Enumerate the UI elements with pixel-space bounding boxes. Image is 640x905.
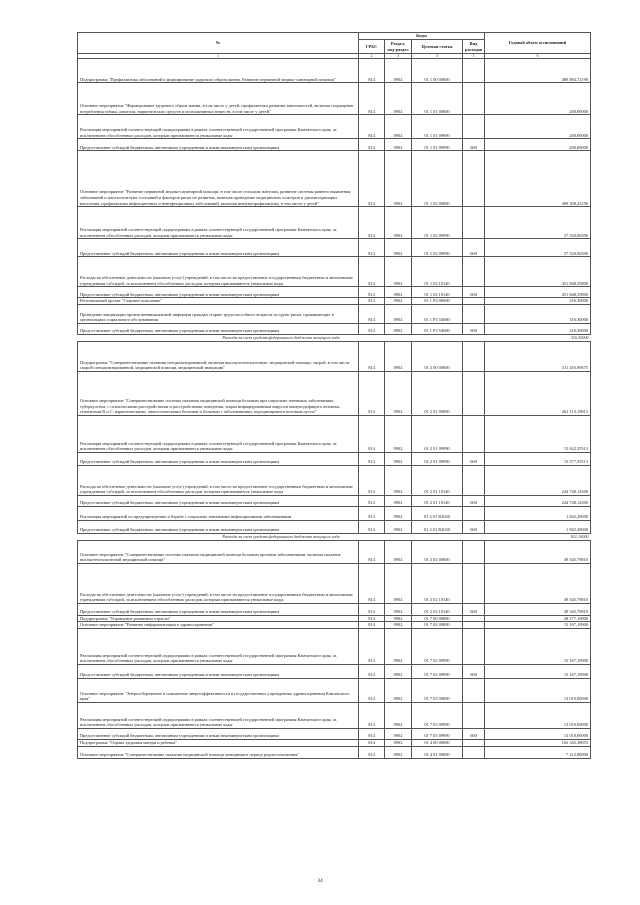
row-grbs: 814	[359, 341, 385, 371]
row-grbs: 814	[359, 452, 385, 465]
row-description: Предоставление субсидий бюджетным, автономным учреждениям и иным некоммерческим организациям	[78, 139, 359, 151]
funding-note-amount: 316,30000	[485, 334, 591, 341]
table-row	[78, 371, 591, 415]
row-description: Основное мероприятие "Совершенствование оказания медицинской помощи женщинам в период родовспоможения"	[78, 746, 359, 758]
table-row	[78, 495, 591, 506]
row-target-article: 01 7 03 09990	[412, 702, 463, 728]
row-grbs: 814	[359, 323, 385, 334]
row-razdel: 0902	[385, 298, 412, 305]
row-grbs: 814	[359, 115, 385, 139]
row-target-article: 01 1 00 00000	[412, 59, 463, 83]
row-description: Основное мероприятие "Совершенствование системы оказания медицинской помощи больным прочими заболеваниями, включая оказание высокотехнологичной медицинской помощи"	[78, 540, 359, 563]
row-target-article: 01 1 P3 54680	[412, 323, 463, 334]
row-description: Предоставление субсидий бюджетным, автономным учреждениям и иным некоммерческим организациям	[78, 664, 359, 678]
page-number: 34	[317, 878, 323, 884]
table-row	[78, 239, 591, 257]
row-description: Предоставление субсидий бюджетным, автономным учреждениям и иным некоммерческим организациям	[78, 728, 359, 739]
row-amount: 28 177,10900	[485, 615, 591, 622]
row-amount: 49 345,79810	[485, 540, 591, 563]
row-amount: 49 345,79810	[485, 603, 591, 615]
table-row	[78, 702, 591, 728]
row-grbs: 814	[359, 746, 385, 758]
row-expense-type	[463, 83, 485, 115]
table-row	[78, 664, 591, 678]
row-expense-type	[463, 298, 485, 305]
row-grbs: 814	[359, 239, 385, 257]
row-expense-type	[463, 207, 485, 239]
row-expense-type	[463, 628, 485, 664]
row-razdel: 0902	[385, 615, 412, 622]
row-grbs: 814	[359, 151, 385, 207]
row-expense-type	[463, 465, 485, 495]
row-description: Региональный проект "Старшее поколение"	[78, 298, 359, 305]
table-row	[78, 59, 591, 83]
row-description: Реализация мероприятий соответствующей подпрограммы в рамках соответствующей государственной программы Камчатского края, за исключением обособленных расходов, которым присваиваются уникальные коды	[78, 415, 359, 452]
row-grbs: 814	[359, 615, 385, 622]
row-amount: 1 842,20000	[485, 506, 591, 520]
row-razdel: 0902	[385, 506, 412, 520]
row-razdel: 0902	[385, 257, 412, 287]
row-grbs: 814	[359, 207, 385, 239]
row-target-article: 01 2 01 10140	[412, 465, 463, 495]
table-row	[78, 415, 591, 452]
row-target-article: 01 7 03 00000	[412, 678, 463, 702]
header-codes: Коды	[359, 33, 485, 40]
row-target-article: 01 2 01 R2020	[412, 520, 463, 533]
row-target-article: 01 1 02 10140	[412, 287, 463, 298]
row-description: Основное мероприятие "Развитие информатизации в здравоохранении"	[78, 622, 359, 629]
funding-note: Расходы за счет средств федерального бюджета текущего года	[78, 334, 485, 341]
row-expense-type: 600	[463, 323, 485, 334]
row-expense-type	[463, 622, 485, 629]
row-amount: 244 748,14300	[485, 465, 591, 495]
row-grbs: 814	[359, 520, 385, 533]
row-razdel: 0902	[385, 563, 412, 603]
table-row	[78, 603, 591, 615]
row-target-article: 01 7 02 09990	[412, 664, 463, 678]
table-row	[78, 739, 591, 746]
table-row	[78, 563, 591, 603]
row-razdel: 0902	[385, 371, 412, 415]
row-description: Подпрограмма "Управление развитием отрасли"	[78, 615, 359, 622]
row-grbs: 814	[359, 506, 385, 520]
row-amount: 489 884,72190	[485, 59, 591, 83]
row-amount: 451 848,35800	[485, 287, 591, 298]
row-target-article: 01 2 01 R2020	[412, 506, 463, 520]
row-razdel: 0902	[385, 59, 412, 83]
row-description: Предоставление субсидий бюджетным, автономным учреждениям и иным некоммерческим организациям	[78, 603, 359, 615]
row-grbs: 814	[359, 622, 385, 629]
table-row	[78, 304, 591, 323]
row-razdel: 0902	[385, 415, 412, 452]
row-target-article: 01 1 01 09990	[412, 139, 463, 151]
row-grbs: 814	[359, 540, 385, 563]
row-description: Основное мероприятие "Энергосбережение и повышение энергоэффективности в государственных учреждениях здравоохранения Камчатского края"	[78, 678, 359, 702]
row-description: Расходы на обеспечение деятельности (оказание услуг) учреждений, в том числе на предоставление государственным бюджетным и автономным учреждениям субсидий, за исключением обособленных расходов, которым присваиваются уникальные коды	[78, 465, 359, 495]
row-description: Основное мероприятие "Совершенствование системы оказания медицинской помощи больным при социально-значимых заболеваниях: туберкулезом, с психическими расстройствами и расстройствами поведения, лицам инфицированным вирусом иммунодефицита человека, гепатитами В и С, наркотическими, онкологическими больным и больным с заболеваниями, передающимися половым путем"	[78, 371, 359, 415]
row-expense-type: 600	[463, 520, 485, 533]
table-row	[78, 298, 591, 305]
row-razdel: 0902	[385, 520, 412, 533]
row-expense-type	[463, 615, 485, 622]
row-razdel: 0902	[385, 622, 412, 629]
table-row	[78, 678, 591, 702]
row-description: Расходы на обеспечение деятельности (оказание услуг) учреждений, в том числе на предоставление государственным бюджетным и автономным учреждениям субсидий, за исключением обособленных расходов, которым присваиваются уникальные коды	[78, 257, 359, 287]
table-row	[78, 728, 591, 739]
column-number: 4	[412, 54, 463, 59]
row-expense-type	[463, 371, 485, 415]
row-description: Реализация мероприятий соответствующей подпрограммы в рамках соответствующей государственной программы Камчатского края, за исключением обособленных расходов, которым присваиваются уникальные коды	[78, 702, 359, 728]
row-description: Предоставление субсидий бюджетным, автономным учреждениям и иным некоммерческим организациям	[78, 452, 359, 465]
row-description: Основное мероприятие "Формирование здорового образа жизни, в том числе у детей, профилактика развития зависимостей, включая сокращение потребления табака, алкоголя, наркотических средств и психоактивных веществ, в том числе у детей"	[78, 83, 359, 115]
table-row	[78, 628, 591, 664]
row-description: Расходы на обеспечение деятельности (оказание услуг) учреждений, в том числе на предоставление государственным бюджетным и автономным учреждениям субсидий, за исключением обособленных расходов, которым присваиваются уникальные коды	[78, 563, 359, 603]
row-amount: 15 167,10900	[485, 622, 591, 629]
row-expense-type	[463, 304, 485, 323]
row-expense-type	[463, 115, 485, 139]
header-grbs: ГРБС	[359, 40, 385, 54]
row-razdel: 0902	[385, 495, 412, 506]
row-expense-type	[463, 415, 485, 452]
row-razdel: 0902	[385, 603, 412, 615]
row-amount: 451 848,35800	[485, 257, 591, 287]
row-expense-type: 600	[463, 239, 485, 257]
row-description: Реализация мероприятий соответствующей подпрограммы в рамках соответствующей государственной программы Камчатского края, за исключением обособленных расходов, которым присваиваются уникальные коды	[78, 115, 359, 139]
header-target-article: Целевая статья	[412, 40, 463, 54]
row-razdel: 0902	[385, 341, 412, 371]
row-amount: 200,00000	[485, 139, 591, 151]
table-row	[78, 83, 591, 115]
row-target-article: 01 7 02 09990	[412, 628, 463, 664]
row-razdel: 0902	[385, 452, 412, 465]
row-target-article: 01 1 02 09990	[412, 207, 463, 239]
row-amount: 15 167,10900	[485, 628, 591, 664]
row-amount: 13 010,00000	[485, 678, 591, 702]
row-target-article: 01 2 02 00000	[412, 540, 463, 563]
row-razdel: 0902	[385, 207, 412, 239]
row-expense-type	[463, 563, 485, 603]
row-grbs: 814	[359, 495, 385, 506]
row-expense-type: 600	[463, 139, 485, 151]
row-description: Реализация мероприятий соответствующей подпрограммы в рамках соответствующей государственной программы Камчатского края, за исключением обособленных расходов, которым присваиваются уникальные коды	[78, 207, 359, 239]
row-grbs: 814	[359, 287, 385, 298]
table-row	[78, 452, 591, 465]
row-razdel: 0902	[385, 664, 412, 678]
table-row	[78, 615, 591, 622]
row-grbs: 814	[359, 371, 385, 415]
table-row	[78, 746, 591, 758]
row-razdel: 0902	[385, 151, 412, 207]
header-razdel: Раздел, под-раздел	[385, 40, 412, 54]
row-amount: 244 748,14300	[485, 495, 591, 506]
row-grbs: 814	[359, 728, 385, 739]
row-razdel: 0902	[385, 287, 412, 298]
row-target-article: 01 4 00 00000	[412, 739, 463, 746]
row-target-article: 01 1 01 09990	[412, 115, 463, 139]
row-razdel: 0902	[385, 702, 412, 728]
row-razdel: 0902	[385, 739, 412, 746]
table-row	[78, 341, 591, 371]
row-target-article: 01 1 02 10140	[412, 257, 463, 287]
row-amount: 316,30000	[485, 304, 591, 323]
row-target-article: 01 7 00 00000	[412, 615, 463, 622]
table-row	[78, 520, 591, 533]
table-row	[78, 207, 591, 239]
row-grbs: 814	[359, 304, 385, 323]
row-expense-type	[463, 506, 485, 520]
row-amount: 15 167,10900	[485, 664, 591, 678]
row-grbs: 814	[359, 257, 385, 287]
row-target-article: 01 2 01 09990	[412, 452, 463, 465]
row-grbs: 814	[359, 628, 385, 664]
row-target-article: 01 4 01 00000	[412, 746, 463, 758]
row-amount: 162 345,38053	[485, 739, 591, 746]
row-grbs: 814	[359, 465, 385, 495]
funding-note: Расходы за счет средств федерального бюджета текущего года	[78, 533, 485, 540]
row-razdel: 0902	[385, 628, 412, 664]
row-razdel: 0902	[385, 728, 412, 739]
row-expense-type	[463, 702, 485, 728]
row-amount: 13 010,00000	[485, 728, 591, 739]
row-grbs: 814	[359, 678, 385, 702]
table-row	[78, 323, 591, 334]
row-expense-type: 600	[463, 728, 485, 739]
table-row	[78, 506, 591, 520]
row-amount: 15 622,35513	[485, 415, 591, 452]
row-razdel: 0902	[385, 465, 412, 495]
row-target-article: 01 2 00 00000	[412, 341, 463, 371]
row-grbs: 814	[359, 83, 385, 115]
row-description: Реализация мероприятий по предупреждению и борьбе с социально значимыми инфекционными заболеваниями	[78, 506, 359, 520]
row-target-article: 01 1 02 00000	[412, 151, 463, 207]
row-target-article: 01 1 01 00000	[412, 83, 463, 115]
row-description: Подпрограмма "Профилактика заболеваний и формирование здорового образа жизни. Развитие первичной медико-санитарной помощи"	[78, 59, 359, 83]
row-amount: 15 577,35513	[485, 452, 591, 465]
row-expense-type	[463, 678, 485, 702]
row-target-article: 01 1 P3 54680	[412, 304, 463, 323]
row-expense-type	[463, 540, 485, 563]
funding-note-amount: 921,10000	[485, 533, 591, 540]
header-number: №	[78, 33, 359, 54]
row-amount: 7 212,80000	[485, 746, 591, 758]
row-description: Подпрограмма "Совершенствование оказания специализированной, включая высокотехнологичную, медицинской помощи, скорой, в том числе скорой специализированной, медицинской помощи, медицинской эвакуации"	[78, 341, 359, 371]
row-razdel: 0902	[385, 83, 412, 115]
header-annual-amount: Годовой объем ассигнований	[485, 33, 591, 54]
row-description: Предоставление субсидий бюджетным, автономным учреждениям и иным некоммерческим организациям	[78, 323, 359, 334]
row-target-article: 01 2 01 00000	[412, 371, 463, 415]
row-razdel: 0902	[385, 540, 412, 563]
row-grbs: 814	[359, 702, 385, 728]
row-razdel: 0902	[385, 746, 412, 758]
row-grbs: 814	[359, 563, 385, 603]
row-expense-type	[463, 151, 485, 207]
row-description: Реализация мероприятий соответствующей подпрограммы в рамках соответствующей государственной программы Камчатского края, за исключением обособленных расходов, которым присваиваются уникальные коды	[78, 628, 359, 664]
row-description: Основное мероприятие "Развитие первичной медико-санитарной помощи, в том числе сельским жителям, развитие системы раннего выявления заболеваний и патологических состояний и факторов риска их развития, включая проведение медицинских осмотров и диспансеризации населения, профилактика инфекционных и неинфекционных заболеваний, включая иммунопрофилактику, в том числе у детей"	[78, 151, 359, 207]
row-razdel: 0902	[385, 323, 412, 334]
column-number: 6	[485, 54, 591, 59]
row-amount: 316,30000	[485, 298, 591, 305]
row-amount: 200,00000	[485, 115, 591, 139]
row-expense-type	[463, 739, 485, 746]
row-target-article: 01 7 02 00000	[412, 622, 463, 629]
row-expense-type: 600	[463, 287, 485, 298]
row-expense-type	[463, 257, 485, 287]
row-amount: 489 308,42190	[485, 151, 591, 207]
row-target-article: 01 2 01 09990	[412, 415, 463, 452]
header-expense-type: Вид расходов	[463, 40, 485, 54]
row-grbs: 814	[359, 603, 385, 615]
row-target-article: 01 2 02 10140	[412, 563, 463, 603]
row-description: Предоставление субсидий бюджетным, автономным учреждениям и иным некоммерческим организациям	[78, 287, 359, 298]
row-description: Подпрограмма "Охрана здоровья матери и ребенка"	[78, 739, 359, 746]
row-amount: 37 520,06390	[485, 239, 591, 257]
row-expense-type: 600	[463, 495, 485, 506]
row-grbs: 814	[359, 59, 385, 83]
row-expense-type: 600	[463, 603, 485, 615]
row-target-article: 01 1 P3 00000	[412, 298, 463, 305]
table-row	[78, 115, 591, 139]
row-target-article: 01 2 02 10140	[412, 603, 463, 615]
row-grbs: 814	[359, 139, 385, 151]
column-number: 5	[463, 54, 485, 59]
table-row	[78, 139, 591, 151]
row-description: Проведение вакцинации против пневмококковой инфекции граждан старше трудоспособного возраста из групп риска, проживающих в организациях социального обслуживания	[78, 304, 359, 323]
row-razdel: 0902	[385, 239, 412, 257]
row-amount: 1 842,20000	[485, 520, 591, 533]
row-expense-type: 600	[463, 452, 485, 465]
table-row	[78, 151, 591, 207]
row-razdel: 0902	[385, 304, 412, 323]
column-number: 1	[78, 54, 359, 59]
row-razdel: 0902	[385, 115, 412, 139]
row-amount: 37 520,06390	[485, 207, 591, 239]
funding-note-row	[78, 533, 591, 540]
table-row	[78, 465, 591, 495]
row-amount: 316,30000	[485, 323, 591, 334]
table-row	[78, 257, 591, 287]
table-row	[78, 540, 591, 563]
row-target-article: 01 2 01 10140	[412, 495, 463, 506]
row-amount: 200,00000	[485, 83, 591, 115]
row-amount: 13 010,00000	[485, 702, 591, 728]
row-target-article: 01 7 03 09990	[412, 728, 463, 739]
column-number: 2	[359, 54, 385, 59]
row-grbs: 814	[359, 298, 385, 305]
row-amount: 262 113,19813	[485, 371, 591, 415]
table-row	[78, 287, 591, 298]
row-expense-type	[463, 59, 485, 83]
row-description: Предоставление субсидий бюджетным, автономным учреждениям и иным некоммерческим организациям	[78, 495, 359, 506]
budget-table	[77, 32, 591, 759]
row-expense-type	[463, 746, 485, 758]
funding-note-row	[78, 334, 591, 341]
row-amount: 311 455,90675	[485, 341, 591, 371]
row-razdel: 0902	[385, 139, 412, 151]
row-target-article: 01 1 02 09990	[412, 239, 463, 257]
row-grbs: 814	[359, 664, 385, 678]
row-razdel: 0902	[385, 678, 412, 702]
column-number: 3	[385, 54, 412, 59]
row-expense-type: 600	[463, 664, 485, 678]
table-row	[78, 622, 591, 629]
row-grbs: 814	[359, 739, 385, 746]
row-expense-type	[463, 341, 485, 371]
row-description: Предоставление субсидий бюджетным, автономным учреждениям и иным некоммерческим организациям	[78, 239, 359, 257]
row-description: Предоставление субсидий бюджетным, автономным учреждениям и иным некоммерческим организациям	[78, 520, 359, 533]
row-amount: 49 345,79810	[485, 563, 591, 603]
row-grbs: 814	[359, 415, 385, 452]
